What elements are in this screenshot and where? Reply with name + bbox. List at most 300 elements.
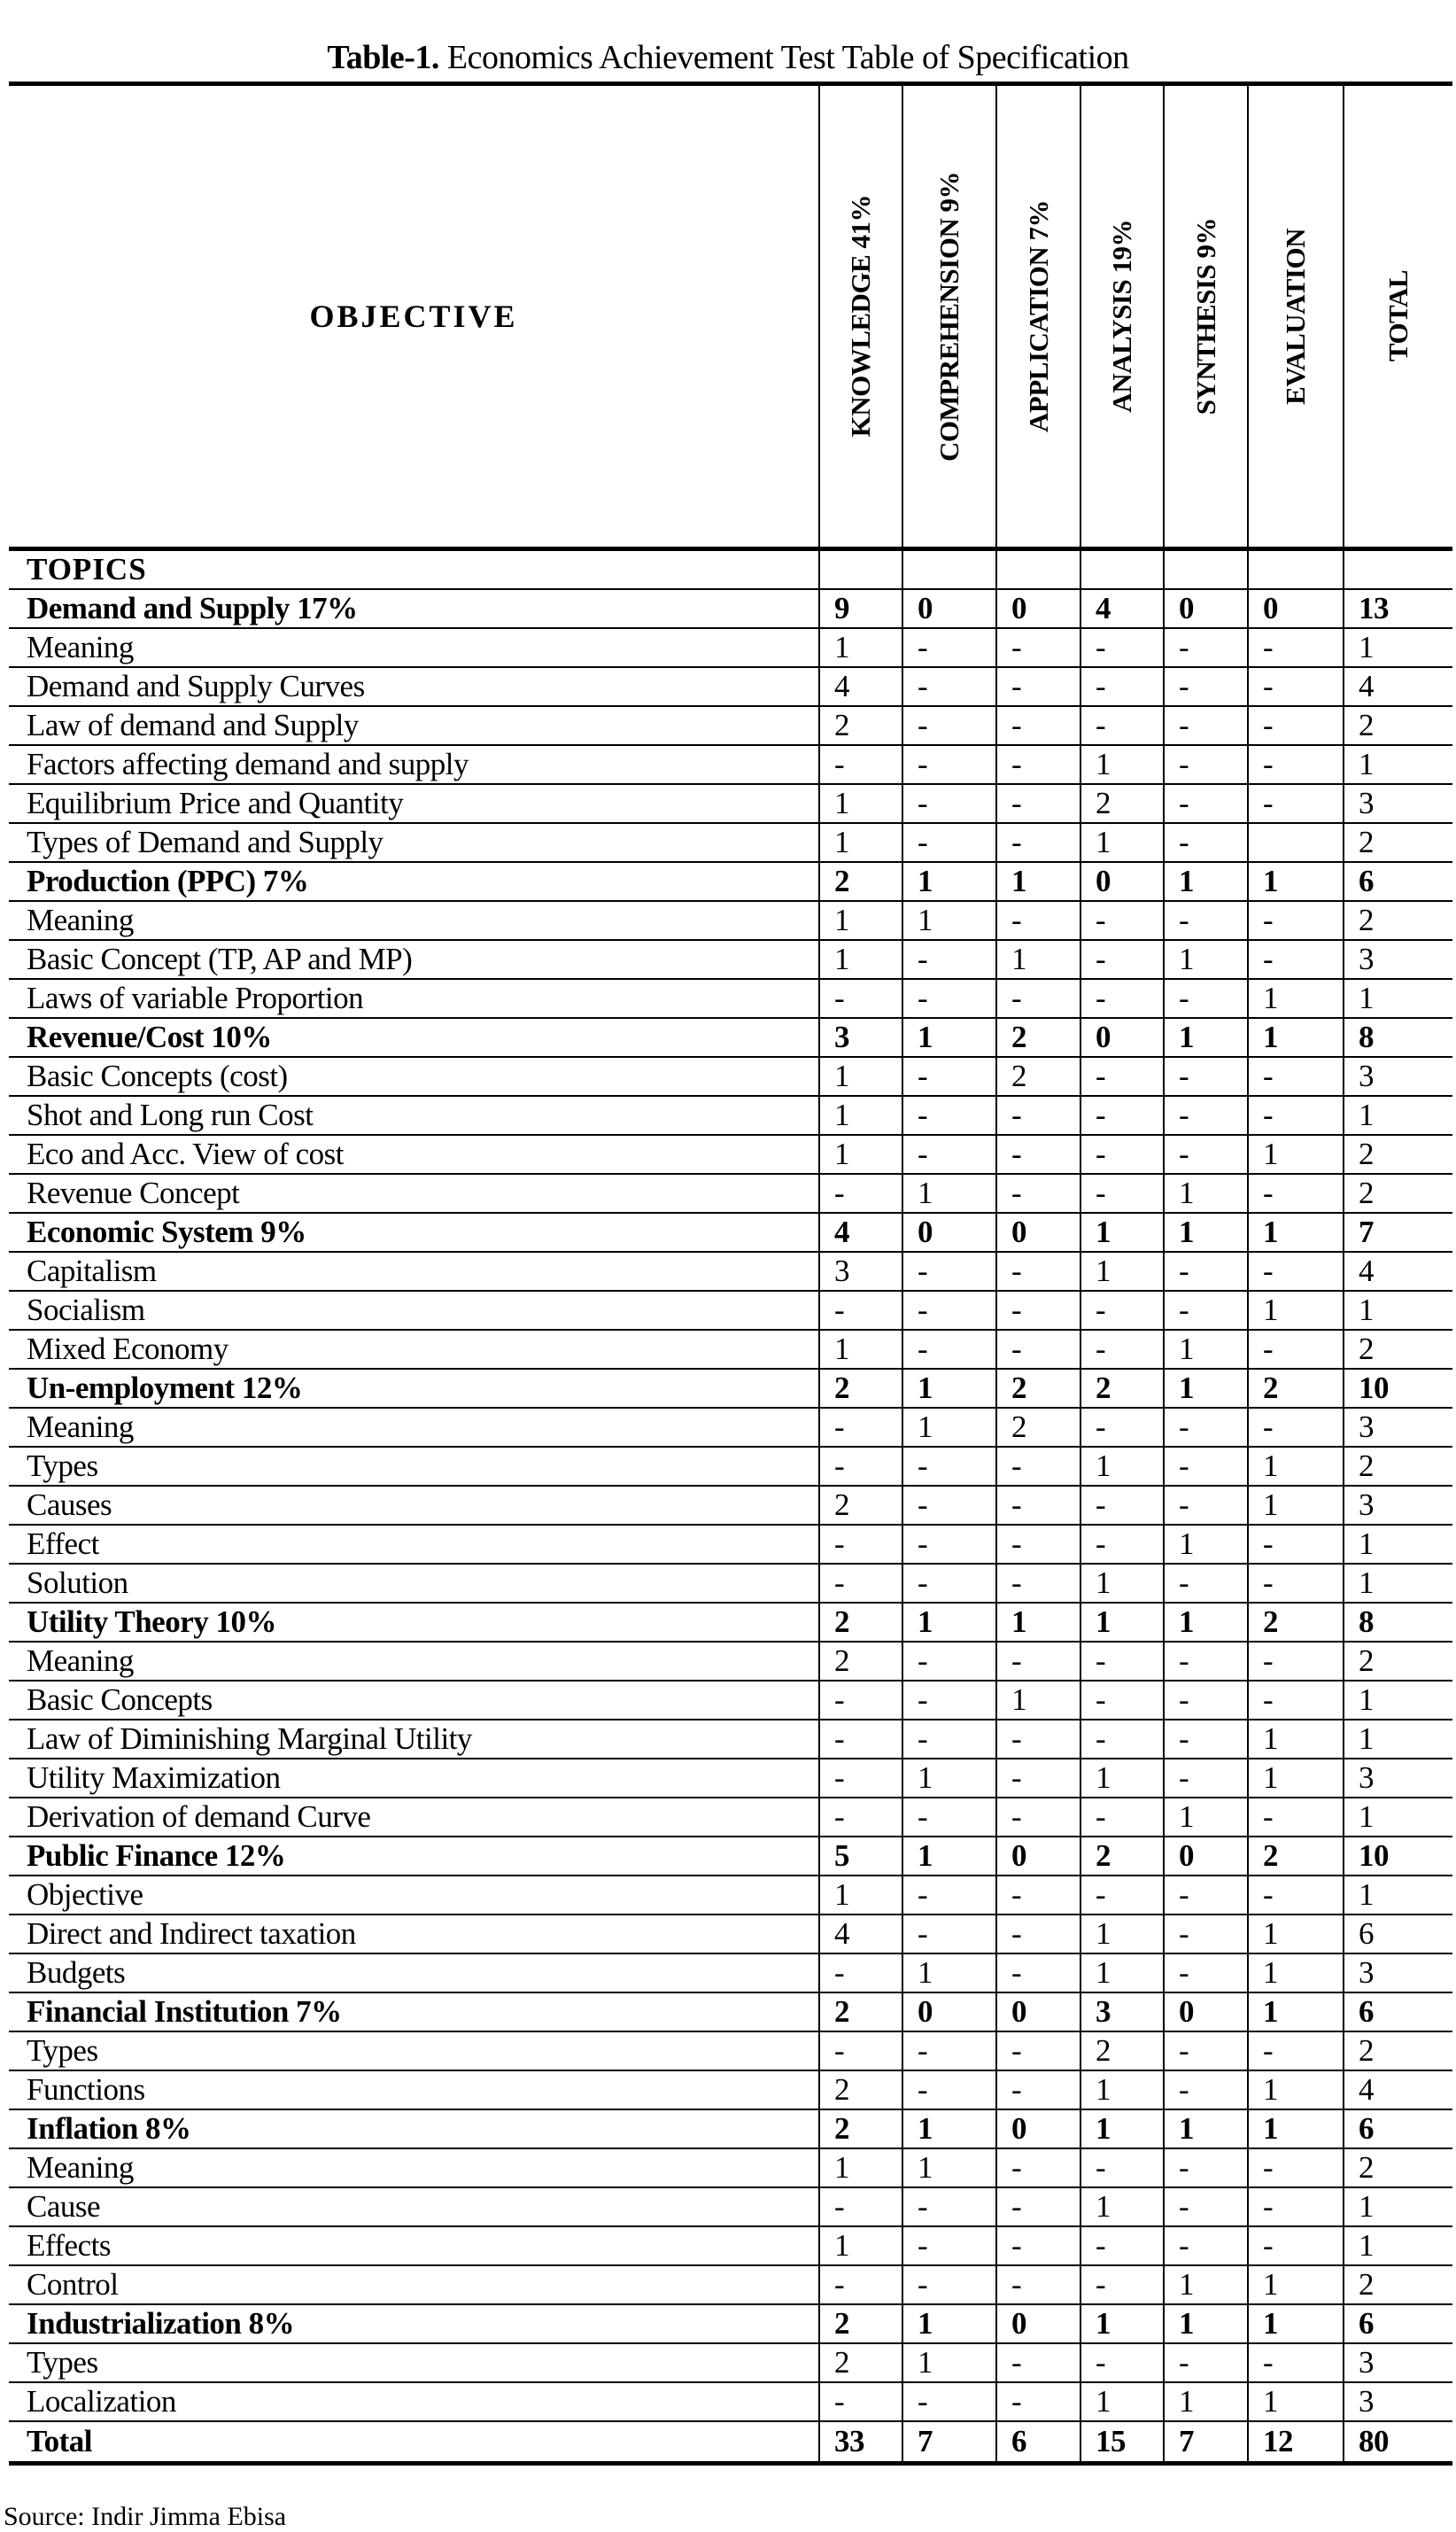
table-cell: 1 [1080,1603,1164,1642]
table-cell: 2 [996,1018,1080,1057]
section-row [9,1369,1452,1408]
table-cell: - [996,1486,1080,1525]
table-cell: 1 [1248,1720,1344,1759]
table-cell: 1 [1164,1330,1248,1369]
table-cell: 1 [1248,1486,1344,1525]
row-label: Socialism [9,1291,819,1330]
table-cell: 2 [819,1603,902,1642]
table-cell: - [1164,1642,1248,1681]
section-row [9,1213,1452,1252]
table-cell: - [996,1252,1080,1291]
table-cell: 0 [996,589,1080,628]
table-cell: - [902,1135,996,1174]
row-label: Inflation 8% [9,2109,819,2148]
table-cell: - [819,1720,902,1759]
table-cell: - [902,2070,996,2109]
table-cell: 2 [819,2343,902,2382]
table-cell: 2 [819,1486,902,1525]
table-cell: 1 [1164,2304,1248,2343]
empty-cell [1248,549,1344,590]
row-label: Basic Concepts (cost) [9,1057,819,1096]
table-cell: - [902,1915,996,1953]
total-cell: 6 [996,2421,1080,2464]
table-cell: - [996,2031,1080,2070]
table-cell: - [996,628,1080,667]
table-cell: 1 [819,901,902,940]
row-label: Utility Theory 10% [9,1603,819,1642]
table-cell: 5 [819,1837,902,1876]
table-cell: 2 [1080,1837,1164,1876]
table-cell: 1 [1080,1252,1164,1291]
table-cell: - [1164,979,1248,1018]
table-cell: - [902,1876,996,1915]
table-cell: - [1164,2187,1248,2226]
table-cell: - [1080,979,1164,1018]
table-cell: 1 [1344,745,1452,784]
table-cell: 0 [902,1992,996,2031]
table-cell: - [819,1681,902,1720]
table-cell: 1 [1248,2265,1344,2304]
table-cell: 1 [1248,979,1344,1018]
table-cell: 1 [1080,745,1164,784]
table-cell: 1 [1344,1291,1452,1330]
table-cell: - [996,706,1080,745]
table-cell: - [1080,1174,1164,1213]
table-cell: 0 [996,1992,1080,2031]
row-label: Public Finance 12% [9,1837,819,1876]
table-cell: - [1080,2343,1164,2382]
table-caption [0,37,1456,78]
table-cell: - [1248,1876,1344,1915]
table-cell: 0 [1164,589,1248,628]
table-cell: - [1164,1915,1248,1953]
section-row [9,2109,1452,2148]
table-cell: - [996,823,1080,862]
table-cell: - [996,2343,1080,2382]
row-label: Law of Diminishing Marginal Utility [9,1720,819,1759]
row-label: Objective [9,1876,819,1915]
empty-cell [1164,549,1248,590]
table-row [9,2343,1452,2382]
row-label: Derivation of demand Curve [9,1798,819,1837]
table-cell: - [1080,706,1164,745]
table-cell: - [1248,1408,1344,1447]
column-header-label: KNOWLEDGE 41% [845,195,876,438]
table-cell: 1 [1248,1759,1344,1798]
table-row [9,1953,1452,1992]
table-cell: 4 [1080,589,1164,628]
row-label: Utility Maximization [9,1759,819,1798]
table-cell: - [819,1174,902,1213]
table-cell: - [1080,1681,1164,1720]
table-row [9,706,1452,745]
table-row [9,667,1452,706]
table-cell: 2 [996,1057,1080,1096]
table-cell: 1 [1248,1291,1344,1330]
row-label: Meaning [9,628,819,667]
table-cell: - [902,1057,996,1096]
table-cell: 1 [1164,862,1248,901]
table-row [9,2226,1452,2265]
table-cell: 1 [1248,1953,1344,1992]
table-cell: - [1164,2070,1248,2109]
table-cell: 1 [819,2148,902,2187]
table-cell: - [996,1876,1080,1915]
total-cell: 33 [819,2421,902,2464]
table-cell: - [1248,1642,1344,1681]
table-cell: - [902,2265,996,2304]
table-cell: 1 [819,628,902,667]
table-cell: - [1248,784,1344,823]
table-cell: - [1164,2031,1248,2070]
table-cell: 2 [819,2304,902,2343]
table-cell: 3 [1344,2343,1452,2382]
table-cell: - [1080,2148,1164,2187]
table-cell: 1 [1344,628,1452,667]
table-cell: 1 [1164,1525,1248,1564]
table-cell: - [1248,1252,1344,1291]
table-cell: 6 [1344,2304,1452,2343]
empty-cell [902,549,996,590]
table-cell: 3 [819,1252,902,1291]
column-header-label: SYNTHESIS 9% [1189,217,1221,416]
row-label: Basic Concept (TP, AP and MP) [9,940,819,979]
table-cell: - [1248,745,1344,784]
table-cell: - [1080,1330,1164,1369]
table-cell: 1 [1248,1915,1344,1953]
table-cell: 1 [1248,2070,1344,2109]
table-cell: - [996,2148,1080,2187]
row-label: Financial Institution 7% [9,1992,819,2031]
table-cell: 1 [902,1603,996,1642]
table-cell: 1 [819,1096,902,1135]
table-cell: - [902,1447,996,1486]
table-cell: 3 [819,1018,902,1057]
table-cell: 10 [1344,1837,1452,1876]
table-cell: 1 [1164,1798,1248,1837]
table-cell: - [1248,2343,1344,2382]
table-cell: - [1080,1057,1164,1096]
row-label: Laws of variable Proportion [9,979,819,1018]
topics-row [9,549,1452,590]
table-cell: 2 [996,1408,1080,1447]
table-cell: 1 [902,862,996,901]
table-number: Table-1. [327,39,439,76]
row-label: Meaning [9,1642,819,1681]
table-cell: - [1080,1096,1164,1135]
row-label: Functions [9,2070,819,2109]
table-row [9,1720,1452,1759]
table-cell: - [1164,667,1248,706]
table-cell: - [996,901,1080,940]
table-cell: 1 [1344,1096,1452,1135]
table-cell: 3 [1344,1953,1452,1992]
table-cell: 3 [1344,1759,1452,1798]
table-row [9,823,1452,862]
table-cell: - [902,1798,996,1837]
table-cell: 2 [1344,706,1452,745]
table-cell: - [1164,2226,1248,2265]
table-cell: 1 [1248,1447,1344,1486]
row-label: Causes [9,1486,819,1525]
table-row [9,2070,1452,2109]
total-cell: 7 [1164,2421,1248,2464]
total-cell: 15 [1080,2421,1164,2464]
table-row [9,1174,1452,1213]
table-row [9,1798,1452,1837]
table-cell: 8 [1344,1603,1452,1642]
table-cell: 1 [902,1759,996,1798]
table-cell: 1 [819,2226,902,2265]
table-cell: 1 [819,823,902,862]
table-cell: 1 [1248,2109,1344,2148]
table-cell: 1 [819,1135,902,1174]
table-cell: 4 [1344,667,1452,706]
table-cell: - [1164,1408,1248,1447]
table-cell: - [902,1642,996,1681]
table-cell: - [902,823,996,862]
section-row [9,862,1452,901]
table-cell: 1 [1344,2187,1452,2226]
table-row [9,1057,1452,1096]
table-cell: 2 [1344,1447,1452,1486]
table-row [9,1408,1452,1447]
table-cell: - [1080,1798,1164,1837]
table-cell: - [902,1720,996,1759]
table-cell: - [996,1642,1080,1681]
row-label: Factors affecting demand and supply [9,745,819,784]
empty-cell [1344,549,1452,590]
table-cell: 1 [902,2109,996,2148]
table-cell: - [1248,1057,1344,1096]
table-cell: 0 [996,2109,1080,2148]
table-cell: 1 [819,1876,902,1915]
table-cell: 2 [819,706,902,745]
table-cell: 1 [1248,1992,1344,2031]
table-cell: 0 [996,1837,1080,1876]
table-row [9,1876,1452,1915]
table-cell: 0 [902,589,996,628]
table-cell: - [1164,1720,1248,1759]
table-cell: 3 [1344,940,1452,979]
table-cell: 1 [996,1681,1080,1720]
table-cell: 1 [1080,2070,1164,2109]
topics-label: TOPICS [9,549,819,590]
source-note: Source: Indir Jimma Ebisa [4,2502,287,2531]
table-cell: - [1080,1486,1164,1525]
table-cell: - [902,1252,996,1291]
table-cell: 2 [1080,2031,1164,2070]
table-cell: 1 [1164,2382,1248,2421]
table-cell: 1 [902,1018,996,1057]
table-row [9,1759,1452,1798]
row-label: Law of demand and Supply [9,706,819,745]
table-cell: - [902,706,996,745]
row-label: Economic System 9% [9,1213,819,1252]
table-cell: - [902,940,996,979]
table-cell: 1 [996,862,1080,901]
table-cell: - [902,1681,996,1720]
table-cell: - [1248,628,1344,667]
table-cell: 1 [902,1174,996,1213]
table-cell: - [902,1096,996,1135]
table-cell: - [996,2187,1080,2226]
table-cell: 2 [819,1369,902,1408]
row-label: Effect [9,1525,819,1564]
table-cell: 1 [1344,979,1452,1018]
table-cell: 1 [902,2343,996,2382]
row-label: Control [9,2265,819,2304]
table-cell: - [1164,1681,1248,1720]
table-cell: 1 [1344,1720,1452,1759]
table-cell: 10 [1344,1369,1452,1408]
table-cell: 1 [1080,1213,1164,1252]
table-cell: - [996,979,1080,1018]
table-cell: - [1080,1876,1164,1915]
table-cell: - [1164,1953,1248,1992]
table-cell: 1 [1248,1018,1344,1057]
table-cell: 2 [819,2109,902,2148]
table-cell: - [996,2382,1080,2421]
column-header-knowledge [819,84,902,549]
table-row [9,1252,1452,1291]
table-cell: - [996,1525,1080,1564]
table-cell: 6 [1344,1992,1452,2031]
table-cell: - [819,1408,902,1447]
table-cell: - [902,628,996,667]
row-label: Demand and Supply 17% [9,589,819,628]
table-cell: - [996,1953,1080,1992]
table-cell: 1 [819,940,902,979]
table-cell: - [902,1291,996,1330]
table-cell: 1 [1164,1213,1248,1252]
column-header-comprehension [902,84,996,549]
table-row [9,1564,1452,1603]
table-cell: - [996,1135,1080,1174]
table-cell: 2 [1344,1330,1452,1369]
column-header-label: TOTAL [1382,270,1413,362]
table-cell: - [996,1759,1080,1798]
table-cell: 1 [1080,2109,1164,2148]
column-header-total [1344,84,1452,549]
table-cell: 6 [1344,862,1452,901]
table-cell: 2 [819,1642,902,1681]
table-cell: 0 [1080,862,1164,901]
table-cell: 4 [1344,2070,1452,2109]
table-cell: 1 [1344,1798,1452,1837]
table-cell: - [902,745,996,784]
table-cell: - [1164,1096,1248,1135]
table-cell: 2 [1344,1174,1452,1213]
table-cell: - [996,1174,1080,1213]
table-row [9,979,1452,1018]
row-label: Demand and Supply Curves [9,667,819,706]
empty-cell [996,549,1080,590]
table-cell: - [1164,1057,1248,1096]
table-row [9,2265,1452,2304]
table-cell: 0 [1164,1992,1248,2031]
table-cell: 1 [1164,1174,1248,1213]
table-cell: 1 [1248,2382,1344,2421]
table-cell: 4 [819,667,902,706]
table-cell: - [1248,2187,1344,2226]
row-label: Revenue Concept [9,1174,819,1213]
table-cell: - [1248,2148,1344,2187]
table-cell: - [1248,901,1344,940]
table-cell: 1 [996,940,1080,979]
table-cell: 1 [902,1837,996,1876]
table-cell: 3 [1344,1486,1452,1525]
table-cell: 1 [1080,1915,1164,1953]
table-cell: - [1080,628,1164,667]
section-row [9,589,1452,628]
table-cell: 3 [1080,1992,1164,2031]
table-cell: - [1248,667,1344,706]
table-row [9,784,1452,823]
row-label: Capitalism [9,1252,819,1291]
table-cell: 2 [1080,1369,1164,1408]
table-cell: - [1164,1486,1248,1525]
total-cell: 80 [1344,2421,1452,2464]
table-cell: 1 [1344,1681,1452,1720]
table-cell: - [996,745,1080,784]
table-cell: 3 [1344,1057,1452,1096]
table-cell: 1 [902,2304,996,2343]
table-cell: 6 [1344,2109,1452,2148]
table-cell: - [902,2382,996,2421]
row-label: Equilibrium Price and Quantity [9,784,819,823]
table-cell: 13 [1344,589,1452,628]
table-row [9,940,1452,979]
table-cell: - [996,2070,1080,2109]
table-row [9,1486,1452,1525]
table-cell: - [902,1525,996,1564]
table-cell: 7 [1344,1213,1452,1252]
row-label: Un-employment 12% [9,1369,819,1408]
row-label: Meaning [9,1408,819,1447]
table-body [9,84,1452,2464]
table-cell: - [1248,1174,1344,1213]
section-row [9,2304,1452,2343]
table-cell: 1 [1248,862,1344,901]
table-cell: - [1080,2226,1164,2265]
table-cell: 1 [1164,1369,1248,1408]
table-cell: 4 [819,1213,902,1252]
table-cell: - [902,784,996,823]
total-row [9,2421,1452,2464]
table-cell: 1 [902,1953,996,1992]
table-cell: - [819,1759,902,1798]
table-cell: - [819,1953,902,1992]
table-cell: - [1164,1564,1248,1603]
column-header-synthesis [1164,84,1248,549]
total-label: Total [9,2421,819,2464]
empty-cell [819,549,902,590]
table-cell: - [1164,2148,1248,2187]
table-cell: - [1248,1525,1344,1564]
row-label: Budgets [9,1953,819,1992]
column-header-label: ANALYSIS 19% [1106,220,1137,413]
table-cell: 2 [819,1992,902,2031]
table-row [9,1291,1452,1330]
table-cell: - [1080,667,1164,706]
table-cell: 0 [1248,589,1344,628]
section-row [9,1018,1452,1057]
table-cell: 2 [1344,1642,1452,1681]
table-cell: - [819,2382,902,2421]
table-cell: - [1080,1720,1164,1759]
row-label: Cause [9,2187,819,2226]
